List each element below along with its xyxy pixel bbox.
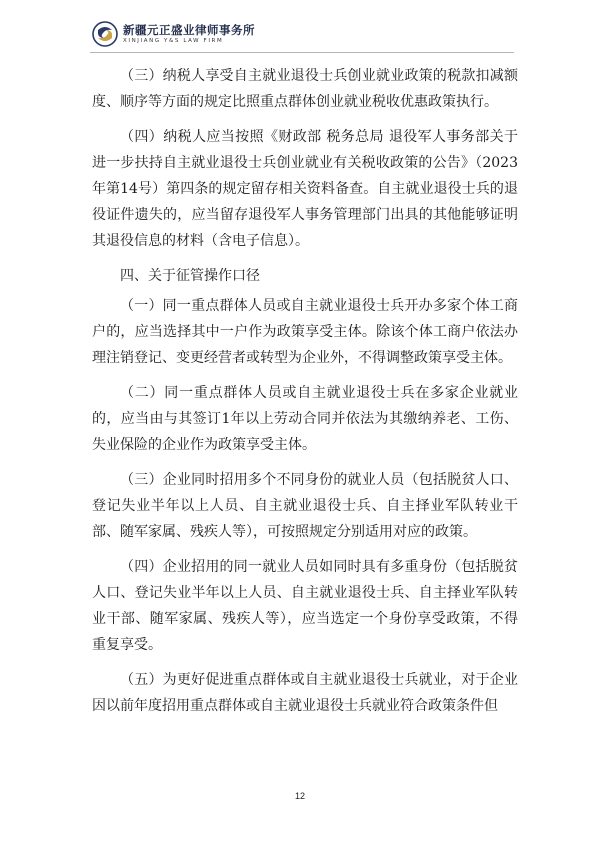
paragraph: （一）同一重点群体人员或自主就业退役士兵开办多家个体工商户的，应当选择其中一户作为政策享受主体。除该个体工商户依法办理注销登记、变更经营者或转型为企业外，不得调整政策享受主体。 — [92, 298, 518, 366]
paragraph: （五）为更好促进重点群体或自主就业退役士兵就业，对于企业因以前年度招用重点群体或自主就业退役士兵就业符合政策条件但 — [92, 672, 518, 714]
header-divider — [90, 52, 514, 53]
firm-logo-icon — [92, 21, 118, 47]
section-heading: 四、关于征管操作口径 — [120, 268, 260, 284]
letterhead — [92, 20, 512, 50]
paragraph: （四）企业招用的同一就业人员如同时具有多重身份（包括脱贫人口、登记失业半年以上人员、自主就业退役士兵、自主择业军队转业干部、随军家属、残疾人等），应当选定一个身份享受政策，不得重复享受。 — [92, 559, 518, 653]
paragraph: （二）同一重点群体人员或自主就业退役士兵在多家企业就业的，应当由与其签订1年以上劳动合同并依法为其缴纳养老、工伤、失业保险的企业作为政策享受主体。 — [92, 385, 518, 453]
firm-name-cn: 新疆元正盛业律师事务所 — [123, 23, 255, 37]
firm-name-en: XINJIANG Y&S LAW FIRM — [123, 38, 224, 44]
document-body — [92, 63, 518, 728]
paragraph: （三）纳税人享受自主就业退役士兵创业就业政策的税款扣减额度、顺序等方面的规定比照重点群体创业就业税收优惠政策执行。 — [92, 68, 518, 110]
paragraph: （三）企业同时招用多个不同身份的就业人员（包括脱贫人口、登记失业半年以上人员、自主就业退役士兵、自主择业军队转业干部、随军家属、残疾人等），可按照规定分别适用对应的政策。 — [92, 472, 518, 540]
paragraph: （四）纳税人应当按照《财政部 税务总局 退役军人事务部关于进一步扶持自主就业退役士兵创业就业有关税收政策的公告》（2023年第14号）第四条的规定留存相关资料备查。自主就业退役士兵的退役证件遗失的，应当留存退役军人事务管理部门出具的其他能够证明其退役信息的材料（含电子信息）。 — [92, 129, 518, 249]
page-number: 12 — [294, 791, 305, 801]
